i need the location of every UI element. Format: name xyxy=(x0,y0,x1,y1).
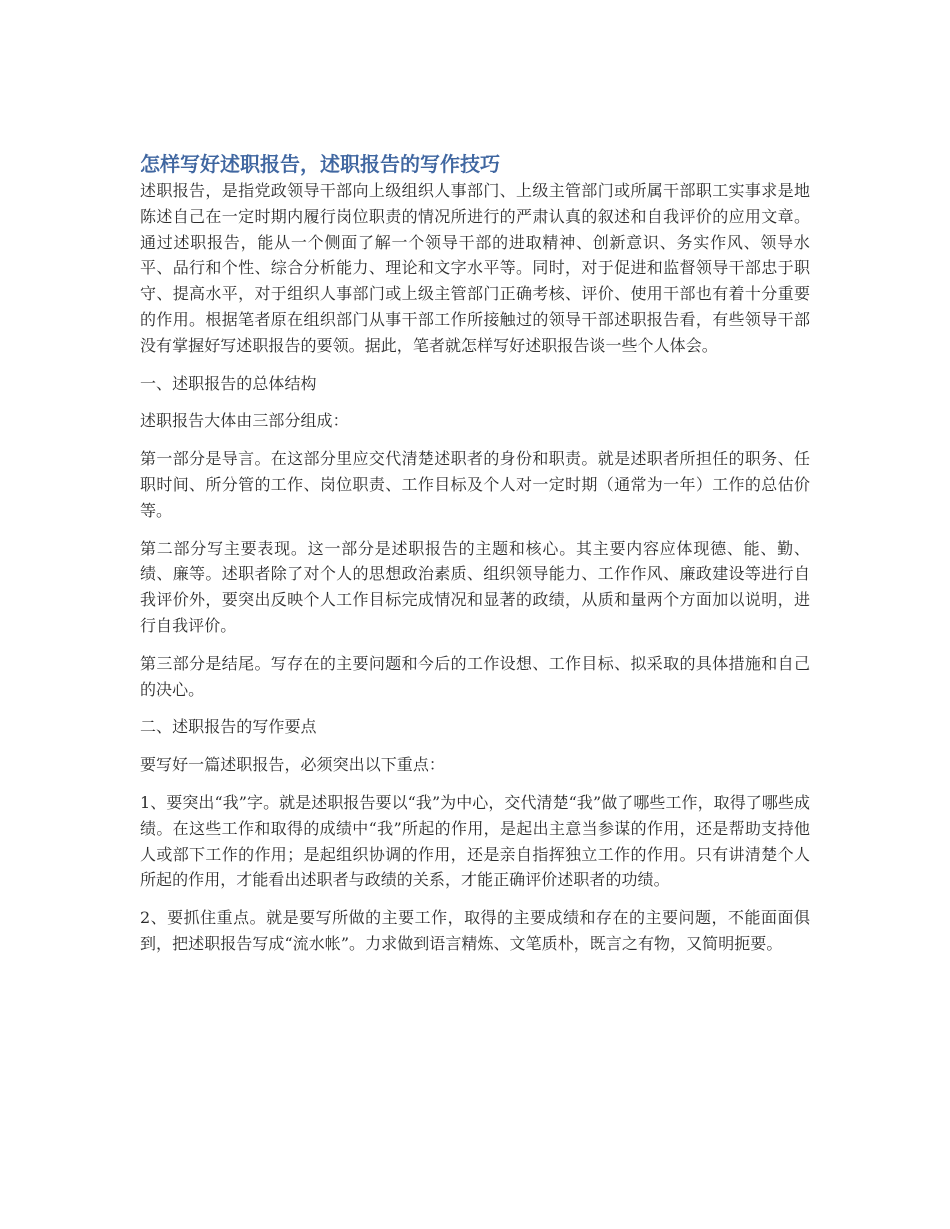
paragraph-part-two: 第二部分写主要表现。这一部分是述职报告的主题和核心。其主要内容应体现德、能、勤、绩、廉等。述职者除了对个人的思想政治素质、组织领导能力、工作作风、廉政建设等进行自我评价外，要突出反映个人工作目标完成情况和显著的政绩，从质和量两个方面加以说明，进行自我评价。 xyxy=(140,538,810,635)
paragraph-point-one: 1、要突出“我”字。就是述职报告要以“我”为中心，交代清楚“我”做了哪些工作，取得了哪些成绩。在这些工作和取得的成绩中“我”所起的作用，是起出主意当参谋的作用，还是帮助支持他人或部下工作的作用；是起组织协调的作用，还是亲自指挥独立工作的作用。只有讲清楚个人所起的作用，才能看出述职者与政绩的关系，才能正确评价述职者的功绩。 xyxy=(140,792,810,890)
paragraph-part-three: 第三部分是结尾。写存在的主要问题和今后的工作设想、工作目标、拟采取的具体措施和自己的决心。 xyxy=(140,653,810,699)
paragraph-part-one: 第一部分是导言。在这部分里应交代清楚述职者的身份和职责。就是述职者所担任的职务、任职时间、所分管的工作、岗位职责、工作目标及个人对一定时期（通常为一年）工作的总估价等。 xyxy=(140,449,810,520)
paragraph-three-parts: 述职报告大体由三部分组成： xyxy=(140,411,349,431)
paragraph-intro: 述职报告，是指党政领导干部向上级组织人事部门、上级主管部门或所属干部职工实事求是地陈述自己在一定时期内履行岗位职责的情况所进行的严肃认真的叙述和自我评价的应用文章。通过述职报告，能从一个侧面了解一个领导干部的进取精神、创新意识、务实作风、领导水平、品行和个性、综合分析能力、理论和文字水平等。同时，对于促进和监督领导干部忠于职守、提高水平，对于组织人事部门或上级主管部门正确考核、评价、使用干部也有着十分重要的作用。根据笔者原在组织部门从事干部工作所接触过的领导干部述职报告看，有些领导干部没有掌握好写述职报告的要领。据此，笔者就怎样写好述职报告谈一些个人体会。 xyxy=(140,181,810,355)
section-heading-key-points: 二、述职报告的写作要点 xyxy=(140,717,317,737)
document-title: 怎样写好述职报告，述职报告的写作技巧 xyxy=(140,152,500,176)
paragraph-point-two: 2、要抓住重点。就是要写所做的主要工作，取得的主要成绩和存在的主要问题，不能面面俱到，把述职报告写成“流水帐”。力求做到语言精炼、文笔质朴，既言之有物，又简明扼要。 xyxy=(140,908,810,953)
document-page xyxy=(140,150,810,969)
paragraph-key-points-intro: 要写好一篇述职报告，必须突出以下重点： xyxy=(140,755,445,775)
section-heading-structure: 一、述职报告的总体结构 xyxy=(140,373,317,393)
